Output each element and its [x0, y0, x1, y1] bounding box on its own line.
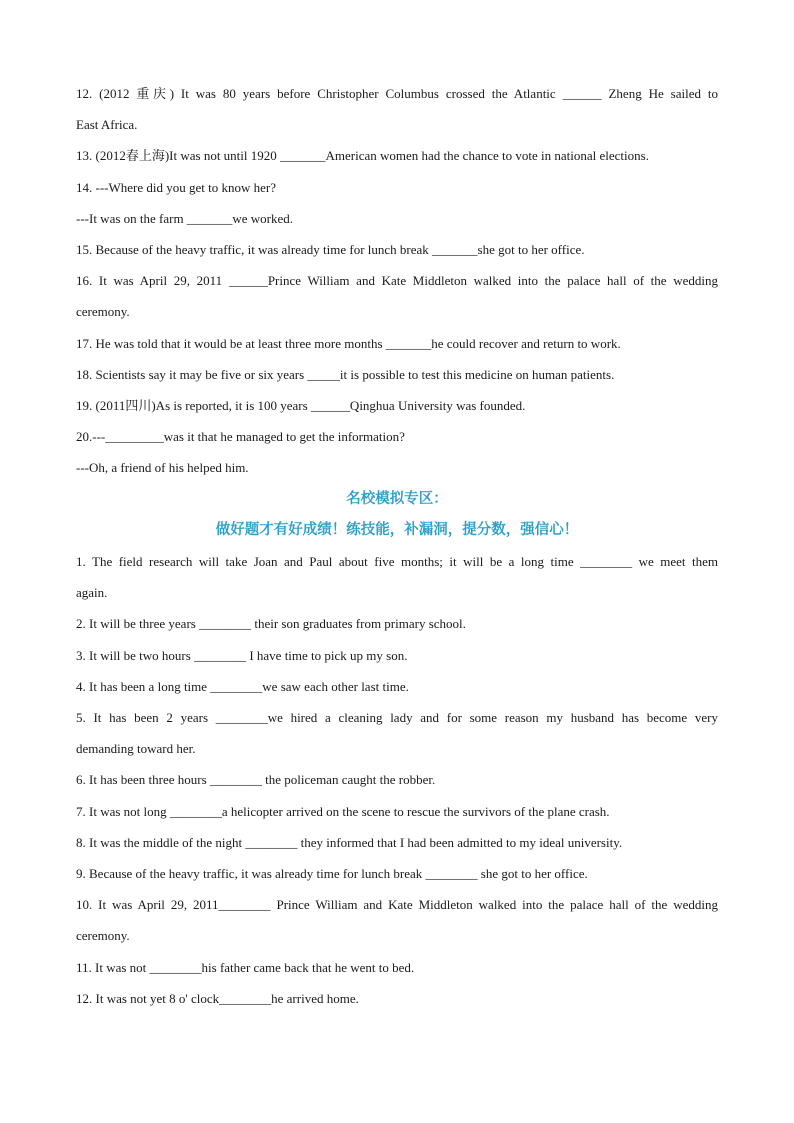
- question-line-continued: again.: [76, 585, 108, 601]
- question-14-answer: ---It was on the farm _______we worked.: [76, 210, 293, 226]
- question-line-continued: ceremony.: [76, 304, 130, 320]
- question-8: 8. It was the middle of the night ________ they informed that I had been admitted to my ideal university.: [76, 834, 623, 850]
- question-20: 20.---_________was it that he managed to get the information?: [76, 429, 405, 445]
- document-content: [76, 78, 718, 1014]
- question-line: 10. It was April 29, 2011________ Prince William and Kate Middleton walked into the palace hall of the wedding: [76, 897, 718, 913]
- question-line-continued: demanding toward her.: [76, 741, 196, 757]
- question-14: 14. ---Where did you get to know her?: [76, 179, 276, 195]
- question-19: 19. (2011四川)As is reported, it is 100 years ______Qinghua University was founded.: [76, 398, 526, 414]
- question-12-b: 12. It was not yet 8 o' clock________he arrived home.: [76, 990, 359, 1006]
- question-2: 2. It will be three years ________ their son graduates from primary school.: [76, 616, 466, 632]
- question-16: [76, 265, 718, 327]
- question-line-continued: ceremony.: [76, 928, 130, 944]
- question-9: 9. Because of the heavy traffic, it was already time for lunch break ________ she got to her office.: [76, 866, 588, 882]
- question-line: 16. It was April 29, 2011 ______Prince William and Kate Middleton walked into the palace hall of the wedding: [76, 273, 718, 289]
- question-1: [76, 546, 718, 608]
- question-4: 4. It has been a long time ________we saw each other last time.: [76, 678, 409, 694]
- question-10: [76, 889, 718, 951]
- question-15: 15. Because of the heavy traffic, it was already time for lunch break _______she got to her office.: [76, 242, 585, 258]
- question-17: 17. He was told that it would be at least three more months _______he could recover and return to work.: [76, 335, 621, 351]
- question-20-answer: ---Oh, a friend of his helped him.: [76, 460, 249, 476]
- section-subheading: 做好题才有好成绩！练技能，补漏洞，提分数，强信心！: [215, 521, 579, 538]
- question-12: [76, 78, 718, 140]
- question-6: 6. It has been three hours ________ the policeman caught the robber.: [76, 772, 436, 788]
- question-line: 5. It has been 2 years ________we hired a cleaning lady and for some reason my husband has become very: [76, 710, 718, 726]
- question-18: 18. Scientists say it may be five or six years _____it is possible to test this medicine on human patients.: [76, 366, 615, 382]
- question-11: 11. It was not ________his father came back that he went to bed.: [76, 959, 415, 975]
- question-line: 12. (2012 重庆) It was 80 years before Christopher Columbus crossed the Atlantic ______ Zheng He sailed to: [76, 86, 719, 101]
- exercise-group-2: [76, 546, 718, 1014]
- question-5: [76, 702, 718, 764]
- question-7: 7. It was not long ________a helicopter arrived on the scene to rescue the survivors of the plane crash.: [76, 803, 610, 819]
- question-line-continued: East Africa.: [76, 117, 138, 133]
- exercise-group-1: [76, 78, 718, 484]
- question-13: 13. (2012春上海)It was not until 1920 _______American women had the chance to vote in national elections.: [76, 148, 649, 164]
- question-3: 3. It will be two hours ________ I have time to pick up my son.: [76, 647, 408, 663]
- question-line: 1. The field research will take Joan and Paul about five months; it will be a long time ________ we meet them: [76, 554, 718, 570]
- section-heading: 名校模拟专区：: [346, 490, 448, 507]
